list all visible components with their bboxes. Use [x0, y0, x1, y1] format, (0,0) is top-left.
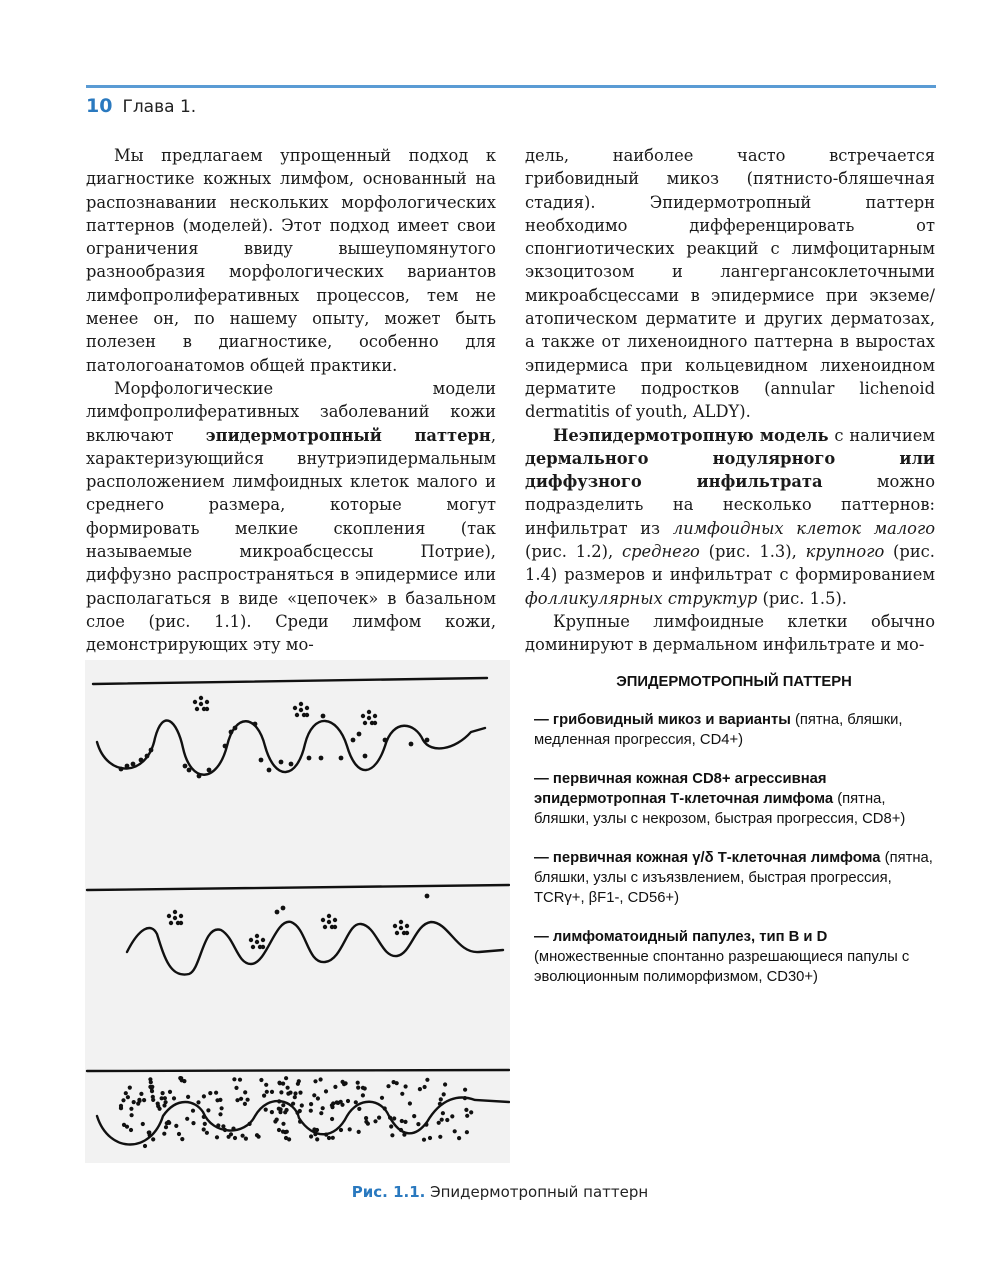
cell-dot	[255, 1133, 259, 1137]
cell-dot	[177, 1132, 181, 1136]
cell-dot	[174, 1124, 178, 1128]
paragraph: Морфологические модели лимфопролиферативных заболеваний кожи включают эпидермотропный паттерн, характеризующийся внутриэпидермальным расположением лимфоидных клеток малого и среднего размера, которые могут формировать мелкие скопления (так называемые микроабсцессы Потрие), диффузно распространяться в эпидермисе или располагаться в виде «цепочек» в базальном слое (рис. 1.1). Среди лимфом кожи, демонстрирующих эту мо-	[86, 378, 496, 655]
cell-dot	[141, 1122, 145, 1126]
page-header	[86, 95, 196, 117]
cell-dot	[330, 1117, 334, 1121]
cell-dot	[277, 1128, 281, 1132]
cell-dot	[130, 1113, 134, 1117]
cell-dot	[147, 1131, 151, 1135]
cell-dot	[179, 1076, 183, 1080]
cell-dot	[270, 1110, 274, 1114]
cell-dot	[403, 1120, 407, 1124]
cell-dot	[214, 1091, 218, 1095]
cell-dot	[285, 1130, 289, 1134]
cell-dot	[218, 1112, 222, 1116]
cell-dot	[167, 914, 171, 918]
cell-dot	[137, 1098, 141, 1102]
cell-dot	[191, 1109, 195, 1113]
cell-dot	[399, 920, 403, 924]
cell-dot	[261, 938, 265, 942]
cell-dot	[440, 1118, 444, 1122]
cell-dot	[348, 1127, 352, 1131]
cell-dot	[183, 764, 188, 769]
cell-dot	[425, 894, 430, 899]
cell-dot	[363, 1086, 367, 1090]
cell-dot	[179, 921, 183, 925]
cell-dot	[313, 1079, 317, 1083]
cell-dot	[203, 1122, 207, 1126]
cell-dot	[392, 1116, 396, 1120]
cell-dot	[129, 1128, 133, 1132]
cell-dot	[457, 1136, 461, 1140]
cell-dot	[404, 1084, 408, 1088]
cell-dot	[293, 1091, 297, 1095]
cell-dot	[293, 1095, 297, 1099]
cell-dot	[389, 1124, 393, 1128]
cell-dot	[405, 931, 409, 935]
cell-dot	[357, 1130, 361, 1134]
cell-dot	[367, 716, 371, 720]
cell-dot	[206, 1108, 210, 1112]
cell-dot	[393, 924, 397, 928]
figure-caption	[0, 1183, 1000, 1201]
cell-dot	[148, 1085, 152, 1089]
cell-dot	[246, 1098, 250, 1102]
cell-dot	[465, 1130, 469, 1134]
cell-dot	[373, 721, 377, 725]
cell-dot	[151, 1098, 155, 1102]
cell-dot	[168, 1090, 172, 1094]
cell-dot	[339, 756, 344, 761]
cell-dot	[383, 1106, 387, 1110]
cell-dot	[145, 754, 150, 759]
cell-dot	[287, 1137, 291, 1141]
term-epidermotropic: эпидермотропный паттерн	[205, 425, 491, 445]
cell-dot	[327, 920, 331, 924]
cell-dot	[121, 1098, 125, 1102]
cell-dot	[255, 934, 259, 938]
cell-dot	[195, 707, 199, 711]
cell-dot	[395, 931, 399, 935]
cell-dot	[423, 1085, 427, 1089]
cell-dot	[196, 1100, 200, 1104]
cell-dot	[364, 1120, 368, 1124]
cell-dot	[286, 1092, 290, 1096]
cell-dot	[281, 1130, 285, 1134]
cell-dot	[186, 1095, 190, 1099]
cell-dot	[333, 1085, 337, 1089]
cell-dot	[143, 1144, 147, 1148]
cell-dot	[331, 1136, 335, 1140]
cell-dot	[388, 1116, 392, 1120]
cell-dot	[253, 722, 258, 727]
cell-dot	[241, 1134, 245, 1138]
cell-dot	[202, 1127, 206, 1131]
cell-dot	[363, 754, 368, 759]
right-column	[525, 144, 935, 657]
cell-dot	[409, 742, 414, 747]
cell-dot	[191, 1121, 195, 1125]
cell-dot	[469, 1110, 473, 1114]
cell-dot	[278, 1110, 282, 1114]
cell-dot	[300, 1103, 304, 1107]
cell-dot	[221, 1124, 225, 1128]
cell-dot	[205, 1131, 209, 1135]
cell-dot	[319, 1077, 323, 1081]
cell-dot	[239, 1097, 243, 1101]
cell-dot	[351, 738, 356, 743]
left-column	[86, 144, 496, 657]
cell-dot	[218, 1098, 222, 1102]
cell-dot	[149, 748, 154, 753]
cell-dot	[418, 1087, 422, 1091]
cell-dot	[390, 1133, 394, 1137]
cell-dot	[307, 756, 312, 761]
cell-dot	[438, 1102, 442, 1106]
cell-dot	[330, 1105, 334, 1109]
cell-dot	[259, 1078, 263, 1082]
cell-dot	[305, 706, 309, 710]
cell-dot	[251, 945, 255, 949]
cell-dot	[285, 1108, 289, 1112]
cell-dot	[185, 1117, 189, 1121]
figure-legend	[534, 672, 934, 1006]
cell-dot	[356, 1086, 360, 1090]
cell-dot	[238, 1078, 242, 1082]
cell-dot	[315, 1137, 319, 1141]
cell-dot	[319, 1111, 323, 1115]
cell-dot	[279, 1090, 283, 1094]
paragraph: Неэпидермотропную модель с наличием дермального нодулярного или диффузного инфильтрата можно подразделить на несколько паттернов: инфильтрат из лимфоидных клеток малого (рис. 1.2), среднего (рис. 1.3), крупного (рис. 1.4) размеров и инфильтрат с формированием фолликулярных структур (рис. 1.5).	[525, 425, 936, 608]
cell-dot	[273, 1119, 277, 1123]
cell-dot	[179, 914, 183, 918]
cell-dot	[324, 1089, 328, 1093]
surface-line	[87, 885, 509, 890]
cell-dot	[373, 1119, 377, 1123]
cell-dot	[316, 1096, 320, 1100]
cell-dot	[463, 1096, 467, 1100]
cell-dot	[216, 1123, 220, 1127]
cell-dot	[361, 714, 365, 718]
cell-dot	[151, 1137, 155, 1141]
page-number: 10	[86, 95, 113, 117]
cell-dot	[215, 1135, 219, 1139]
cell-dot	[243, 1102, 247, 1106]
cell-dot	[453, 1129, 457, 1133]
cell-dot	[354, 1100, 358, 1104]
cell-dot	[119, 767, 124, 772]
cell-dot	[321, 1106, 325, 1110]
cell-dot	[255, 940, 259, 944]
cell-dot	[131, 762, 136, 767]
cell-dot	[161, 1091, 165, 1095]
cell-dot	[395, 1081, 399, 1085]
paragraph: дель, наиболее часто встречается грибовидный микоз (пятнисто-бляшечная стадия). Эпидермотропный паттерн необходимо дифференцировать от спонгиотических реакций с лимфоцитарным экзоцитозом и лангергансоклеточными микроабсцессами в эпидермисе при экземе/атопическом дерматите и других дерматозах, а также от лихеноидного паттерна в выростах эпидермиса при кольцевидном лихеноидном дерматите подростков (annular lichenoid dermatitis of youth, ALDY).	[525, 146, 935, 422]
cell-dot	[465, 1114, 469, 1118]
cell-dot	[207, 768, 212, 773]
cell-dot	[309, 1102, 313, 1106]
cell-dot	[142, 1098, 146, 1102]
cell-dot	[327, 914, 331, 918]
cell-dot	[321, 714, 326, 719]
cell-dot	[166, 1120, 170, 1124]
cell-dot	[227, 1135, 231, 1139]
cell-dot	[261, 945, 265, 949]
cell-dot	[295, 713, 299, 717]
cell-dot	[439, 1097, 443, 1101]
cell-dot	[441, 1111, 445, 1115]
cell-dot	[220, 1106, 224, 1110]
cell-dot	[315, 1128, 319, 1132]
cell-dot	[405, 924, 409, 928]
cell-dot	[156, 1104, 160, 1108]
cell-dot	[128, 1086, 132, 1090]
cell-dot	[361, 1093, 365, 1097]
cell-dot	[296, 1082, 300, 1086]
figure-drawing	[85, 660, 510, 1163]
cell-dot	[164, 1100, 168, 1104]
cell-dot	[119, 1106, 123, 1110]
cell-dot	[233, 1136, 237, 1140]
cell-dot	[125, 1125, 129, 1129]
epidermis-wave	[127, 922, 503, 975]
cell-dot	[323, 925, 327, 929]
cell-dot	[126, 1095, 130, 1099]
legend-item: — первичная кожная γ/δ Т-клеточная лимфома (пятна, бляшки, узлы с изъязвлением, быстрая прогрессия, TCRγ+, βF1-, CD56+)	[534, 850, 933, 906]
cell-dot	[412, 1114, 416, 1118]
cell-dot	[383, 738, 388, 743]
cell-dot	[437, 1121, 441, 1125]
cell-dot	[443, 1082, 447, 1086]
cell-dot	[208, 1091, 212, 1095]
legend-title: ЭПИДЕРМОТРОПНЫЙ ПАТТЕРН	[616, 674, 852, 690]
cell-dot	[229, 730, 234, 735]
cell-dot	[424, 1123, 428, 1127]
cell-dot	[463, 1088, 467, 1092]
cell-dot	[298, 1120, 302, 1124]
cell-dot	[249, 938, 253, 942]
legend-item: — первичная кожная CD8+ агрессивная эпидермотропная Т-клеточная лимфома (пятна, бляшки, узлы с некрозом, быстрая прогрессия, CD8+)	[534, 771, 906, 827]
cell-dot	[281, 906, 286, 911]
cell-dot	[270, 1090, 274, 1094]
cell-dot	[373, 714, 377, 718]
cell-dot	[286, 1086, 290, 1090]
paragraph: Мы предлагаем упрощенный подход к диагностике кожных лимфом, основанный на распознавании нескольких морфологических паттернов (моделей). Этот подход имеет свои ограничения ввиду вышеупомянутого разнообразия морфологических вариантов лимфопролиферативных процессов, тем не менее он, по нашему опыту, может быть полезен в диагностике, особенно для патологоанатомов общей практики.	[86, 146, 496, 375]
cell-dot	[450, 1114, 454, 1118]
cell-dot	[442, 1092, 446, 1096]
cell-dot	[324, 1133, 328, 1137]
cell-dot	[309, 1109, 313, 1113]
cell-dot	[327, 1136, 331, 1140]
cell-dot	[289, 762, 294, 767]
cell-dot	[132, 1100, 136, 1104]
cell-dot	[339, 1128, 343, 1132]
cell-dot	[125, 764, 130, 769]
cell-dot	[445, 1118, 449, 1122]
cell-dot	[340, 1103, 344, 1107]
cell-dot	[197, 774, 202, 779]
cell-dot	[313, 1132, 317, 1136]
cell-dot	[346, 1099, 350, 1103]
cell-dot	[187, 768, 192, 773]
cell-dot	[231, 1127, 235, 1131]
surface-line	[87, 1070, 509, 1071]
cell-dot	[160, 1096, 164, 1100]
cell-dot	[399, 926, 403, 930]
cell-dot	[364, 1116, 368, 1120]
chapter-label: Глава 1.	[122, 97, 197, 117]
cell-dot	[205, 700, 209, 704]
cell-dot	[164, 1125, 168, 1129]
cell-dot	[248, 1122, 252, 1126]
cell-dot	[335, 1100, 339, 1104]
cell-dot	[281, 1122, 285, 1126]
cell-dot	[202, 1094, 206, 1098]
caption-label: Рис. 1.1.	[351, 1183, 426, 1201]
cell-dot	[223, 1128, 227, 1132]
cell-dot	[438, 1135, 442, 1139]
cell-dot	[284, 1076, 288, 1080]
cell-dot	[408, 1101, 412, 1105]
cell-dot	[162, 1132, 166, 1136]
cell-dot	[377, 1116, 381, 1120]
epidermis-wave	[97, 720, 485, 774]
caption-text: Эпидермотропный паттерн	[425, 1183, 649, 1201]
cell-dot	[298, 1091, 302, 1095]
cell-dot	[139, 1092, 143, 1096]
cell-dot	[180, 1137, 184, 1141]
cell-dot	[386, 1084, 390, 1088]
cell-dot	[234, 1086, 238, 1090]
cell-dot	[333, 918, 337, 922]
cell-dot	[199, 696, 203, 700]
cell-dot	[425, 738, 430, 743]
surface-line	[93, 678, 487, 684]
cell-dot	[124, 1091, 128, 1095]
lymphocyte-dots	[119, 696, 474, 1148]
cell-dot	[262, 1094, 266, 1098]
cell-dot	[149, 1080, 153, 1084]
cell-dot	[319, 756, 324, 761]
cell-dot	[400, 1119, 404, 1123]
cell-dot	[425, 1078, 429, 1082]
cell-dot	[356, 1081, 360, 1085]
cell-dot	[205, 707, 209, 711]
cell-dot	[259, 758, 264, 763]
paragraph: Крупные лимфоидные клетки обычно доминируют в дермальном инфильтрате и мо-	[525, 611, 935, 655]
cell-dot	[129, 1107, 133, 1111]
cell-dot	[279, 760, 284, 765]
cell-dot	[380, 1096, 384, 1100]
cell-dot	[399, 1128, 403, 1132]
cell-dot	[291, 1102, 295, 1106]
cell-dot	[464, 1108, 468, 1112]
legend-item: — грибовидный микоз и варианты (пятна, бляшки, медленная прогрессия, CD4+)	[534, 712, 903, 748]
cell-dot	[202, 1115, 206, 1119]
cell-dot	[293, 706, 297, 710]
cell-dot	[363, 721, 367, 725]
cell-dot	[173, 916, 177, 920]
cell-dot	[402, 1133, 406, 1137]
cell-dot	[150, 1089, 154, 1093]
cell-dot	[357, 1107, 361, 1111]
cell-dot	[428, 1136, 432, 1140]
cell-dot	[299, 702, 303, 706]
epidermis-diagram	[85, 660, 510, 1163]
cell-dot	[275, 910, 280, 915]
cell-dot	[305, 713, 309, 717]
cell-dot	[223, 744, 228, 749]
cell-dot	[278, 1081, 282, 1085]
cell-dot	[298, 1109, 302, 1113]
cell-dot	[277, 1099, 281, 1103]
cell-dot	[321, 918, 325, 922]
cell-dot	[309, 1134, 313, 1138]
cell-dot	[232, 1077, 236, 1081]
cell-dot	[172, 1096, 176, 1100]
cell-dot	[281, 1103, 285, 1107]
cell-dot	[416, 1122, 420, 1126]
cell-dot	[235, 1098, 239, 1102]
cell-dot	[267, 768, 272, 773]
header-rule	[86, 85, 936, 88]
cell-dot	[422, 1138, 426, 1142]
cell-dot	[333, 925, 337, 929]
cell-dot	[173, 910, 177, 914]
cell-dot	[341, 1080, 345, 1084]
cell-dot	[139, 758, 144, 763]
cell-dot	[233, 726, 238, 731]
cell-dot	[244, 1137, 248, 1141]
legend-item: — лимфоматоидный папулез, тип В и D (множественные спонтанно разрешающиеся папулы с эволюционным полиморфизмом, CD30+)	[534, 929, 910, 985]
cell-dot	[312, 1093, 316, 1097]
cell-dot	[357, 732, 362, 737]
cell-dot	[193, 700, 197, 704]
cell-dot	[265, 1090, 269, 1094]
cell-dot	[299, 708, 303, 712]
cell-dot	[243, 1090, 247, 1094]
cell-dot	[264, 1108, 268, 1112]
cell-dot	[199, 702, 203, 706]
cell-dot	[400, 1092, 404, 1096]
cell-dot	[169, 921, 173, 925]
cell-dot	[367, 710, 371, 714]
cell-dot	[264, 1083, 268, 1087]
